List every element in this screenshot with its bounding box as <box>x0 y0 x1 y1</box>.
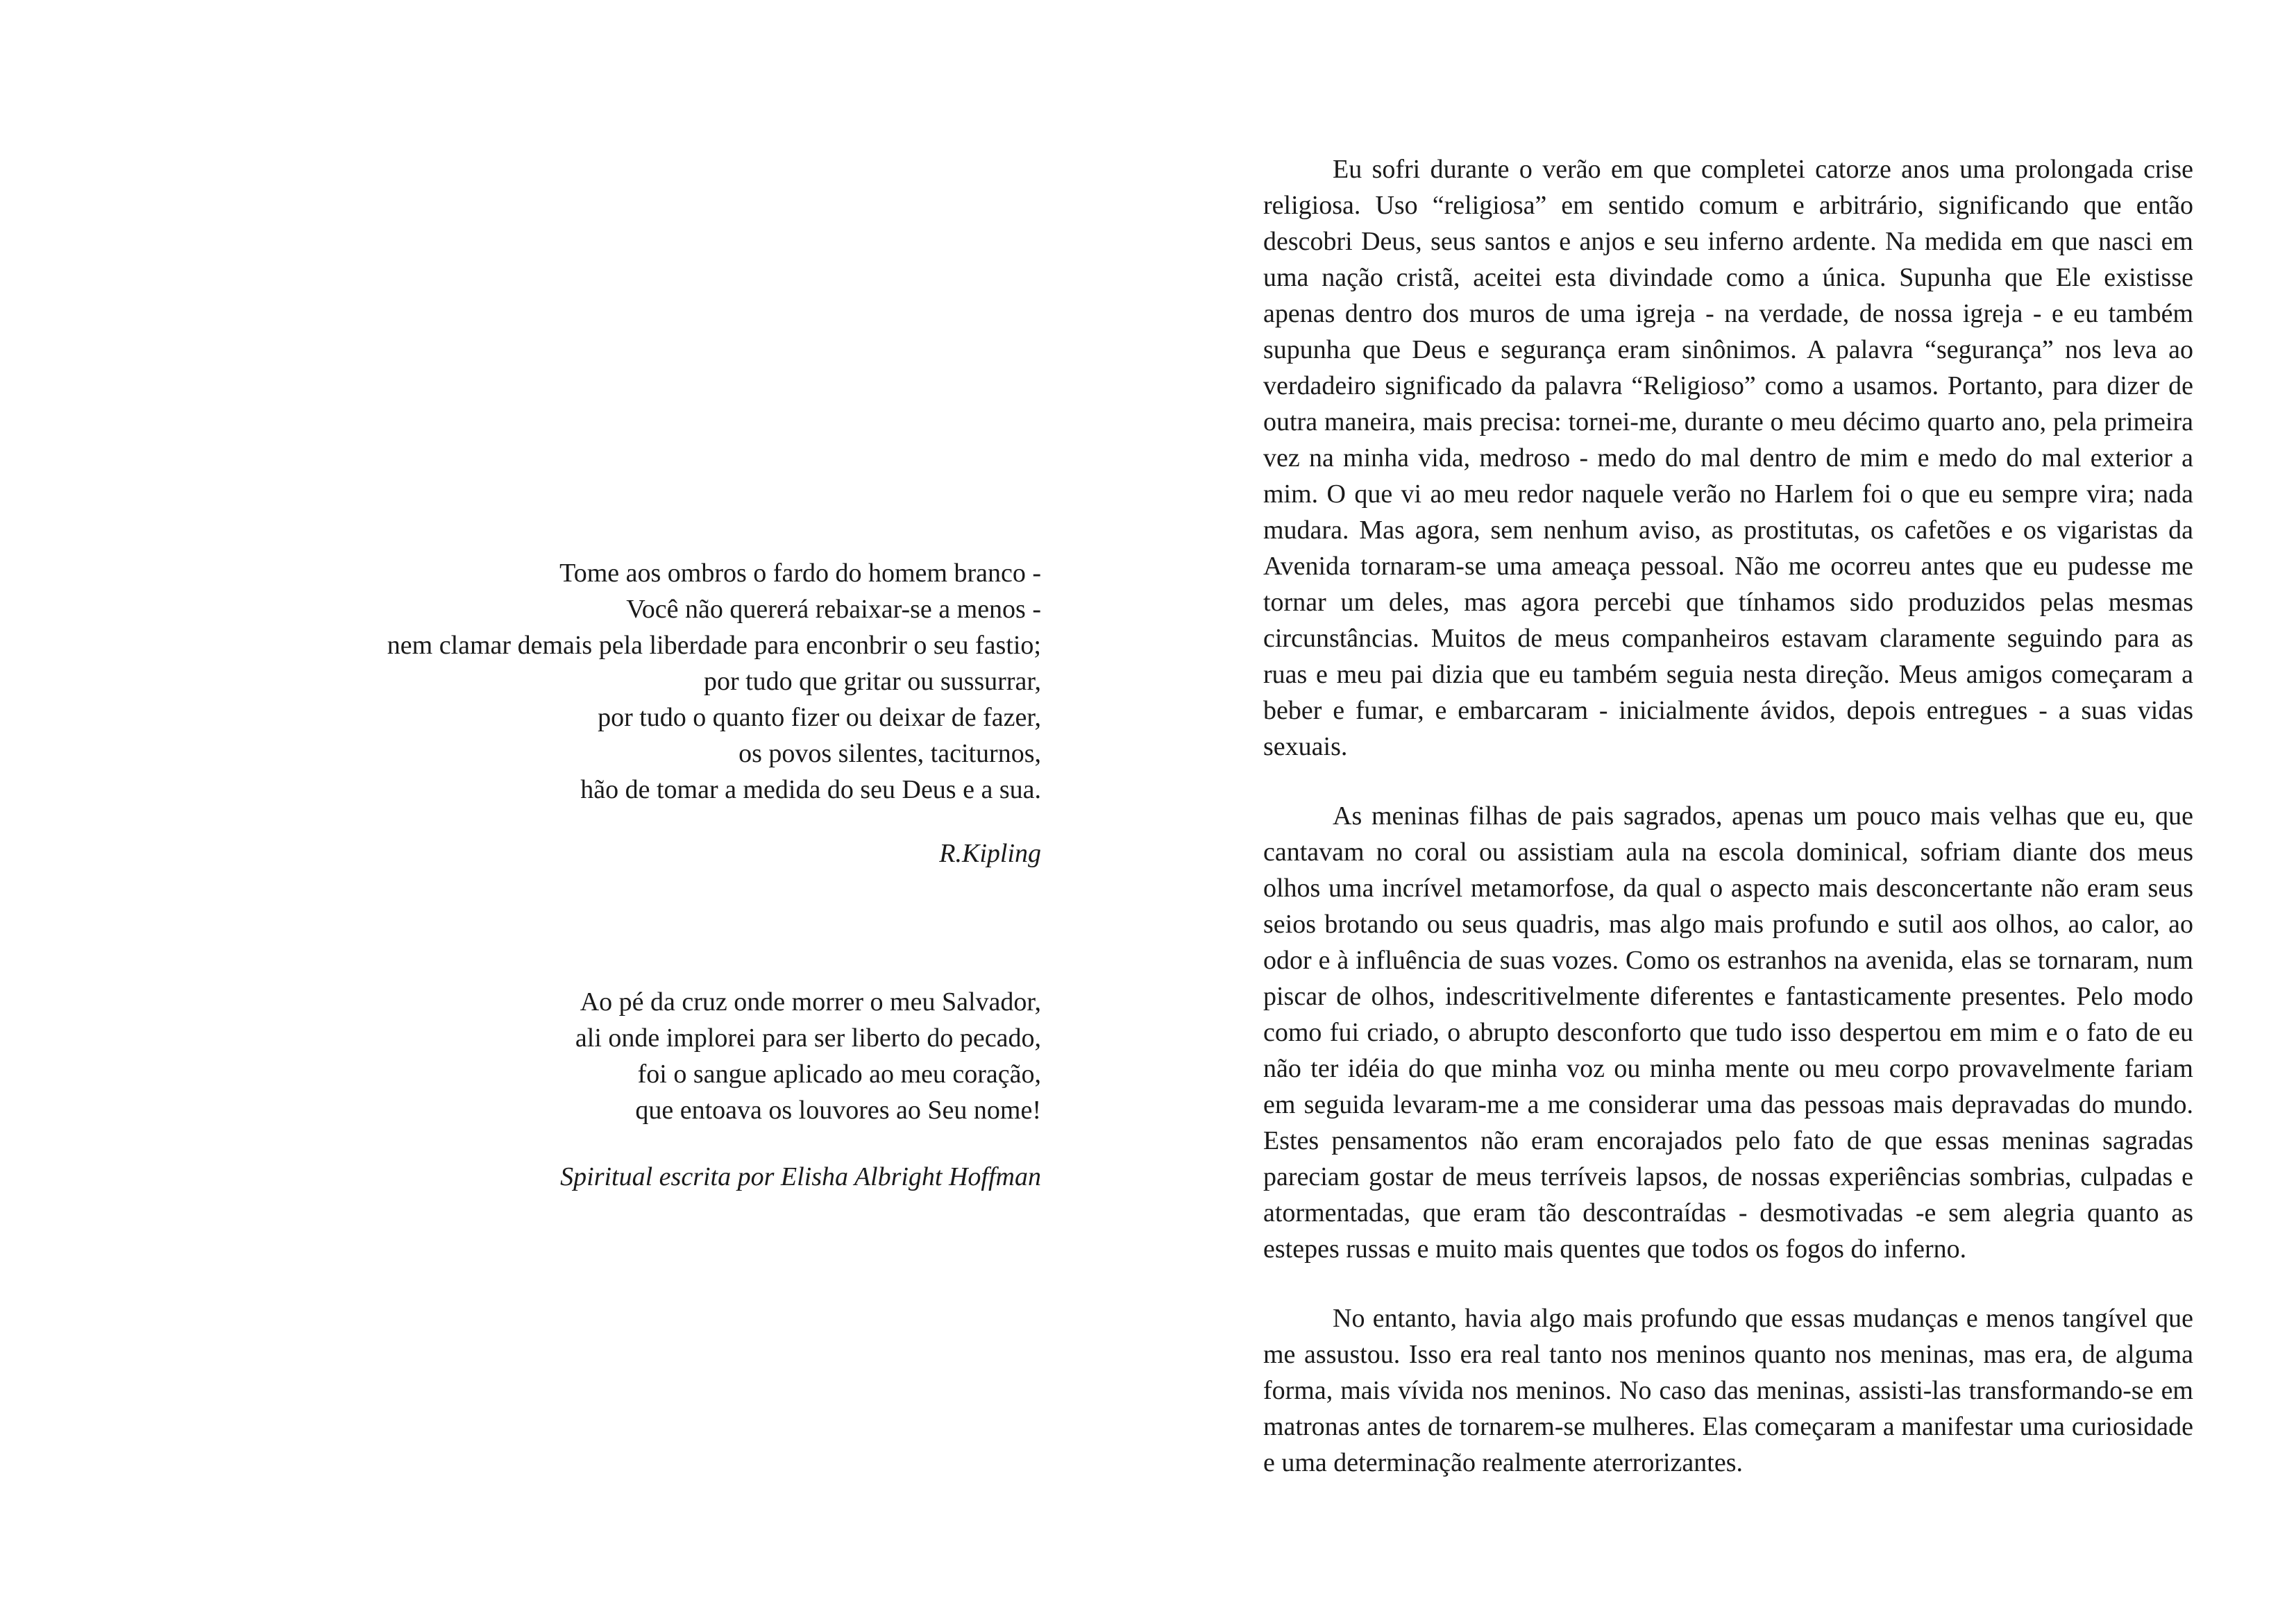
verse-line: Ao pé da cruz onde morrer o meu Salvador, <box>580 987 1041 1017</box>
right-page <box>1148 0 2296 1623</box>
verse-line: ali onde implorei para ser liberto do pecado, <box>575 1023 1041 1053</box>
epigraph-attribution: R.Kipling <box>939 839 1041 868</box>
verse-line: foi o sangue aplicado ao meu coração, <box>637 1060 1041 1089</box>
verse-line: por tudo que gritar ou sussurrar, <box>703 667 1041 696</box>
verse-line: por tudo o quanto fizer ou deixar de fazer, <box>598 703 1041 732</box>
verse-line: que entoava os louvores ao Seu nome! <box>635 1096 1041 1125</box>
paragraph: As meninas filhas de pais sagrados, apenas um pouco mais velhas que eu, que cantavam no coral ou assistiam aula na escola dominical, sofriam diante dos meus olhos uma incrível metamorfose, da qual o aspecto mais desconcertante não eram seus seios brotando ou seus quadris, mas algo mais profundo e sutil aos olhos, ao calor, ao odor e à influência de suas vozes. Como os estranhos na avenida, elas se tornaram, num piscar de olhos, indescritivelmente diferentes e fantasticamente presentes. Pelo modo como fui criado, o abrupto desconforto que tudo isso despertou em mim e o fato de eu não ter idéia do que minha voz ou minha mente ou meu corpo provavelmente fariam em seguida levaram-me a me considerar uma das pessoas mais depravadas do mundo. Estes pensamentos não eram encorajados pelo fato de que essas meninas sagradas pareciam gostar de meus terríveis lapsos, de nossas experiências sombrias, culpadas e atormentadas, que eram tão descontraídas - desmotivadas -e sem alegria quanto as estepes russas e muito mais quentes que todos os fogos do inferno. <box>1263 801 2193 1264</box>
epigraph-kipling <box>208 555 1041 872</box>
verse-line: Você não quererá rebaixar-se a menos - <box>626 595 1041 624</box>
paragraph: Eu sofri durante o verão em que completei catorze anos uma prolongada crise religiosa. Uso “religiosa” em sentido comum e arbitrário, significando que então descobri Deus, seus santos e anjos e seu inferno ardente. Na medida em que nasci em uma nação cristã, aceitei esta divindade como a única. Supunha que Ele existisse apenas dentro dos muros de uma igreja - na verdade, de nossa igreja - e eu também supunha que Deus e segurança eram sinônimos. A palavra “segurança” nos leva ao verdadeiro significado da palavra “Religioso” como a usamos. Portanto, para dizer de outra maneira, mais precisa: tornei-me, durante o meu décimo quarto ano, pela primeira vez na minha vida, medroso - medo do mal dentro de mim e medo do mal exterior a mim. O que vi ao meu redor naquele verão no Harlem foi o que eu sempre vira; nada mudara. Mas agora, sem nenhum aviso, as prostitutas, os cafetões e os vigaristas da Avenida tornaram-se uma ameaça pessoal. Não me ocorreu antes que eu pudesse me tornar um deles, mas agora percebi que tínhamos sido produzidos pelas mesmas circunstâncias. Muitos de meus companheiros estavam claramente seguindo para as ruas e meu pai dizia que eu também seguia nesta direção. Meus amigos começaram a beber e fumar, e embarcaram - inicialmente ávidos, depois entregues - a suas vidas sexuais. <box>1263 155 2193 761</box>
paragraph: No entanto, havia algo mais profundo que essas mudanças e menos tangível que me assustou. Isso era real tanto nos meninos quanto nos meninas, mas era, de alguma forma, mais vívida nos meninos. No caso das meninas, assisti-las transformando-se em matronas antes de tornarem-se mulheres. Elas começaram a manifestar uma curiosidade e uma determinação realmente aterrorizantes. <box>1263 1304 2193 1477</box>
epigraph-spiritual <box>208 984 1041 1195</box>
epigraph-attribution: Spiritual escrita por Elisha Albright Hoffman <box>560 1162 1041 1191</box>
verse-line: hão de tomar a medida do seu Deus e a sua. <box>580 775 1041 804</box>
body-text <box>1263 151 2193 1514</box>
verse-line: Tome aos ombros o fardo do homem branco - <box>559 559 1041 588</box>
verse-line: os povos silentes, taciturnos, <box>738 739 1041 768</box>
verse-line: nem clamar demais pela liberdade para enconbrir o seu fastio; <box>387 631 1041 660</box>
